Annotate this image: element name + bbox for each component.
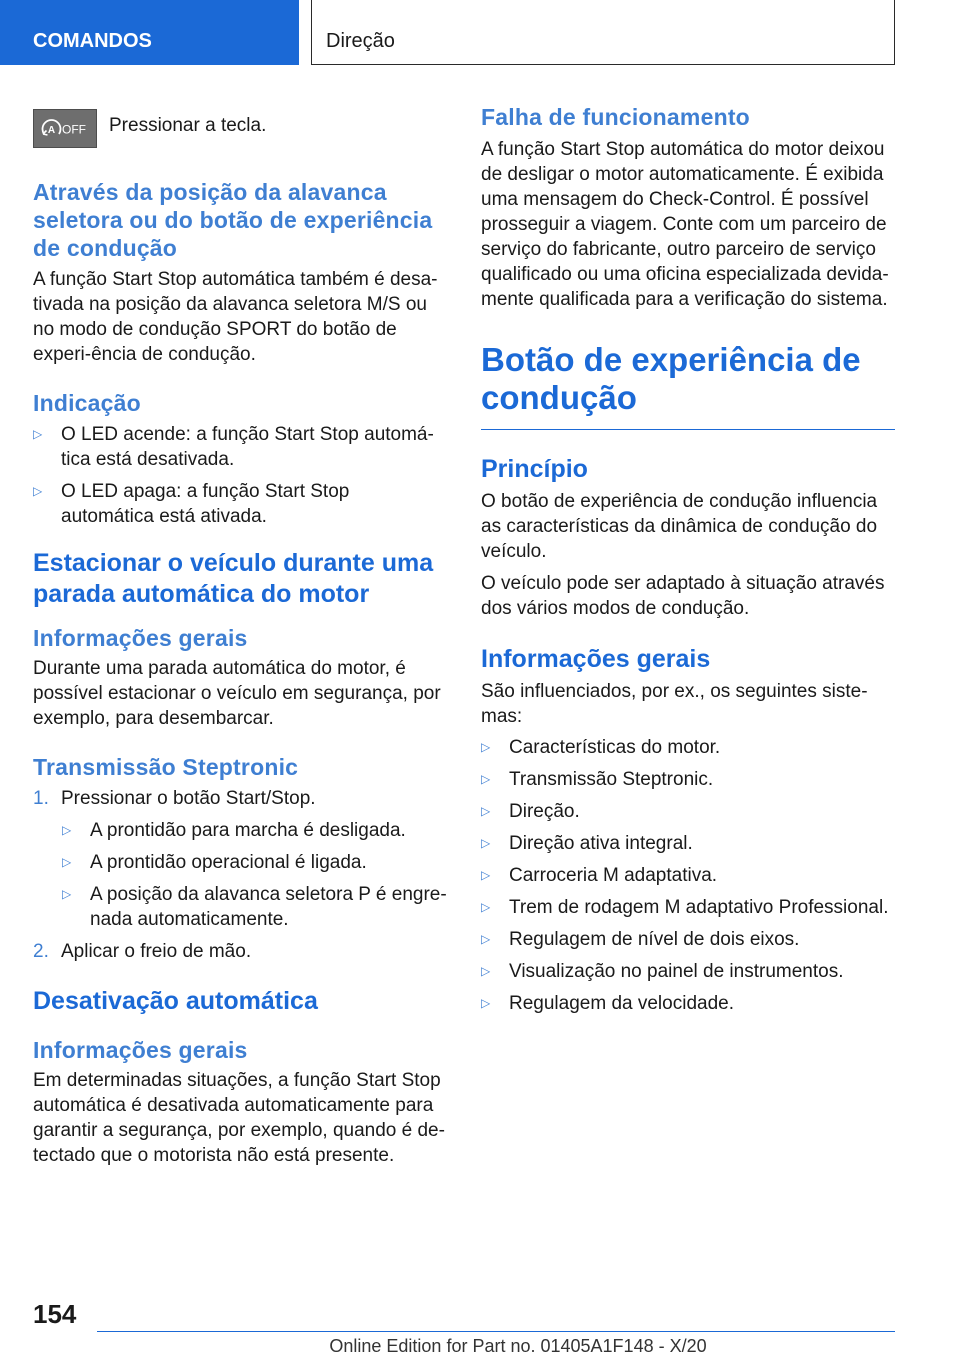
- systems-intro: São influenciados, por ex., os seguintes siste-mas:: [481, 681, 868, 727]
- bullet-triangle-icon: ▷: [481, 836, 491, 850]
- list-item: ▷ Trem de rodagem M adaptativo Professional.: [481, 897, 889, 918]
- heading-principle: Princípio: [481, 455, 588, 483]
- steptronic-steps: [33, 786, 447, 964]
- page-number: 154: [33, 1299, 77, 1329]
- list-item: ▷ Regulagem da velocidade.: [481, 993, 734, 1014]
- bullet-triangle-icon: ▷: [481, 868, 491, 882]
- list-item: ▷ Direção ativa integral.: [481, 833, 693, 854]
- heading-general-info-2: Informações gerais: [33, 1037, 248, 1063]
- bullet-triangle-icon: ▷: [62, 855, 72, 869]
- auto-deactivation-paragraph: Em determinadas situações, a função Start Stop automática é desativada automaticamente para garantir a segurança, por exemplo, quando é de-tectado que o motorista não está presente.: [33, 1070, 445, 1166]
- list-item: ▷ A prontidão para marcha é desligada.: [62, 820, 406, 841]
- svg-text:OFF: OFF: [62, 122, 86, 136]
- bullet-triangle-icon: ▷: [481, 900, 491, 914]
- edition-footer: Online Edition for Part no. 01405A1F148 - X/20: [329, 1336, 707, 1356]
- list-item: ▷ Regulagem de nível de dois eixos.: [481, 929, 800, 950]
- button-instruction-row: [33, 109, 447, 148]
- general-info-paragraph: Durante uma parada automática do motor, é possível estacionar o veículo em segurança, por exemplo, para desembarcar.: [33, 658, 441, 729]
- heading-general-info: Informações gerais: [33, 625, 248, 651]
- heading-driving-experience-switch: Botão de experiência de condução: [481, 341, 861, 416]
- list-item: ▷ Carroceria M adaptativa.: [481, 865, 718, 886]
- numbered-step: 1. Pressionar o botão Start/Stop.: [33, 788, 316, 809]
- indication-list: [33, 422, 447, 529]
- auto-start-stop-off-icon: [33, 109, 97, 148]
- list-item: ▷ Visualização no painel de instrumentos.: [481, 961, 844, 982]
- bullet-triangle-icon: ▷: [481, 804, 491, 818]
- heading-steptronic: Transmissão Steptronic: [33, 754, 299, 780]
- bullet-triangle-icon: ▷: [481, 932, 491, 946]
- right-column: [481, 98, 895, 1016]
- bullet-triangle-icon: ▷: [33, 427, 43, 441]
- svg-text:A: A: [47, 124, 56, 136]
- list-item: ▷ Transmissão Steptronic.: [481, 769, 714, 790]
- list-item: ▷ A prontidão operacional é ligada.: [62, 852, 367, 873]
- heading-indication: Indicação: [33, 390, 141, 416]
- heading-general-info-right: Informações gerais: [481, 645, 711, 673]
- heading-malfunction: Falha de funcionamento: [481, 104, 750, 130]
- section-tab: COMANDOS: [0, 0, 299, 65]
- systems-list: [481, 735, 895, 1016]
- list-item: ▷ Características do motor.: [481, 737, 721, 758]
- bullet-triangle-icon: ▷: [481, 964, 491, 978]
- selector-paragraph: A função Start Stop automática também é desa-tivada na posição da alavanca seletora M/S ou no modo de condução SPORT do botão de experi-ência de condução.: [33, 269, 438, 365]
- list-item: ▷ Direção.: [481, 801, 580, 822]
- chapter-title: Direção: [311, 0, 895, 65]
- bullet-triangle-icon: ▷: [62, 823, 72, 837]
- list-item: ▷ O LED apaga: a função Start Stop automática está ativada.: [33, 481, 350, 527]
- bullet-triangle-icon: ▷: [481, 772, 491, 786]
- sub-list: [33, 818, 447, 932]
- heading-parking-auto-stop: Estacionar o veículo durante uma parada automática do motor: [33, 549, 434, 608]
- malfunction-paragraph: A função Start Stop automática do motor deixou de desligar o motor automaticamente. É exibida uma mensagem do Check-Control. É possível prosseguir a viagem. Conte com um parceiro de serviço do fabricante, outro parceiro de serviço qualificado ou uma oficina especializada devida-mente qualificada para a verificação do sistema.: [481, 139, 889, 310]
- numbered-step: 2. Aplicar o freio de mão.: [33, 941, 252, 962]
- list-item: ▷ A posição da alavanca seletora P é engre-nada automaticamente.: [62, 884, 447, 930]
- bullet-triangle-icon: ▷: [481, 740, 491, 754]
- bullet-triangle-icon: ▷: [62, 887, 72, 901]
- button-instruction: Pressionar a tecla.: [109, 115, 267, 136]
- heading-underline: [481, 429, 895, 430]
- left-column: [33, 98, 447, 1168]
- bullet-triangle-icon: ▷: [33, 484, 43, 498]
- principle-paragraph-2: O veículo pode ser adaptado à situação através dos vários modos de condução.: [481, 573, 885, 619]
- bullet-triangle-icon: ▷: [481, 996, 491, 1010]
- footer-rule: [97, 1331, 895, 1332]
- heading-selector-lever: Através da posição da alavanca seletora ou do botão de experiência de condução: [33, 179, 433, 261]
- list-item: ▷ O LED acende: a função Start Stop automá-tica está desativada.: [33, 424, 434, 470]
- heading-auto-deactivation: Desativação automática: [33, 987, 318, 1015]
- principle-paragraph-1: O botão de experiência de condução influencia as características da dinâmica de condução do veículo.: [481, 491, 878, 562]
